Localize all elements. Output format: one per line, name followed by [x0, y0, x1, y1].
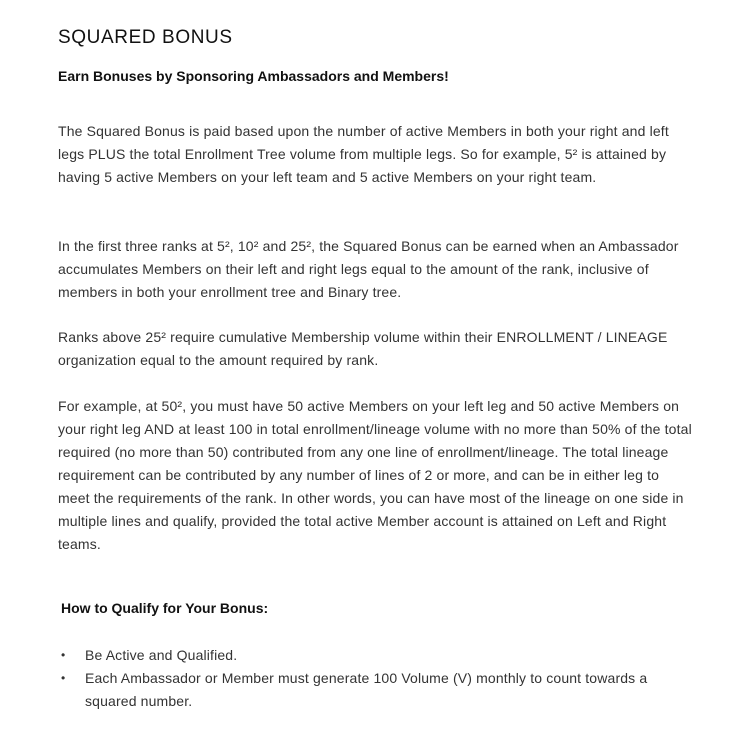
qualify-list: [58, 644, 698, 713]
list-item-text: Be Active and Qualified.: [85, 647, 238, 663]
bullet-icon: •: [61, 671, 66, 685]
list-item: [58, 667, 698, 713]
paragraph-higher-ranks: Ranks above 25² require cumulative Membership volume within their ENROLLMENT / LINEAGE organization equal to the amount required by rank.: [58, 329, 668, 368]
list-item: [58, 644, 698, 667]
paragraph-example: For example, at 50², you must have 50 active Members on your left leg and 50 active Members on your right leg AND at least 100 in total enrollment/lineage volume with no more than 50% of the total required (no more than 50) contributed from any one line of enrollment/lineage. The total lineage requirement can be contributed by any number of lines of 2 or more, and can be in either leg to meet the requirements of the rank. In other words, you can have most of the lineage on one side in multiple lines and qualify, provided the total active Member account is attained on Left and Right teams.: [58, 398, 692, 552]
paragraph-overview: The Squared Bonus is paid based upon the number of active Members in both your right and left legs PLUS the total Enrollment Tree volume from multiple legs. So for example, 5² is attained by having 5 active Members on your left team and 5 active Members on your right team.: [58, 123, 669, 185]
list-item-text: Each Ambassador or Member must generate 100 Volume (V) monthly to count towards a squared number.: [85, 670, 648, 709]
page-title: SQUARED BONUS: [58, 27, 233, 48]
bullet-icon: •: [61, 648, 66, 662]
paragraph-first-ranks: In the first three ranks at 5², 10² and 25², the Squared Bonus can be earned when an Ambassador accumulates Members on their left and right legs equal to the amount of the rank, inclusive of members in both your enrollment tree and Binary tree.: [58, 238, 679, 300]
page-subtitle: Earn Bonuses by Sponsoring Ambassadors and Members!: [58, 68, 449, 84]
qualify-heading: How to Qualify for Your Bonus:: [61, 600, 269, 616]
